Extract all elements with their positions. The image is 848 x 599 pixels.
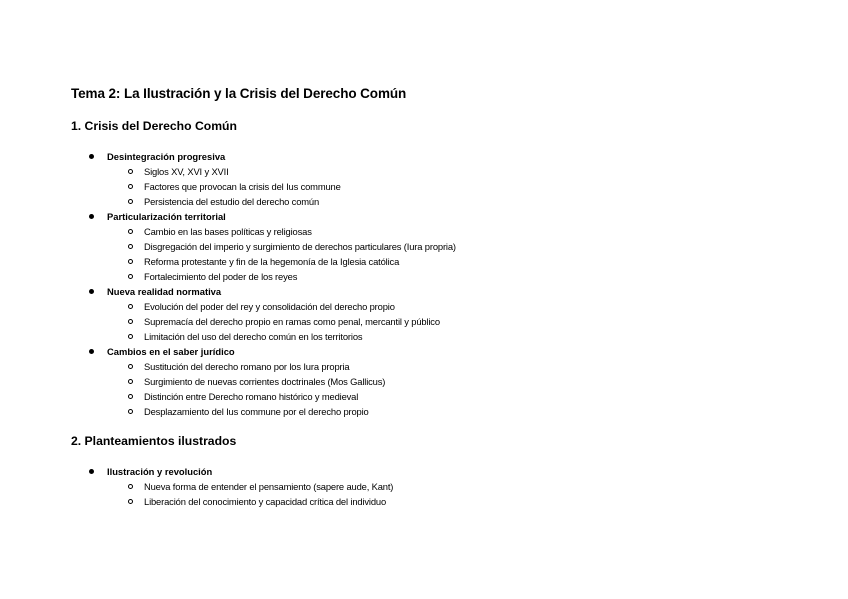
bullet-label: Nueva realidad normativa (107, 286, 222, 297)
bullet-label: Particularización territorial (107, 211, 226, 222)
circle-bullet-icon (128, 304, 133, 309)
circle-bullet-icon (128, 334, 133, 339)
bullet-label: Ilustración y revolución (107, 466, 213, 477)
circle-bullet-icon (128, 184, 133, 189)
circle-bullet-icon (128, 379, 133, 384)
circle-bullet-icon (128, 274, 133, 279)
document-page: Tema 2: La Ilustración y la Crisis del Derecho Común 1. Crisis del Derecho Común Desintegración progresiva Siglos XV, XVI y XVII Factores que provocan la crisis del Ius commune Persistencia del estudio del derecho común Particularización territorial Cambio en las bases políticas y religiosas Disgregación del imperio y surgimiento de derechos particulares (Iura propria) Reforma protestante y fin de la hegemonía de la Iglesia católica Fortalecimiento del poder de los reyes Nueva realidad normativa Evolución del poder del rey y consolidación del derecho propio Supremacía del derecho propio en ramas como penal, mercantil y público Limitación del uso del derecho común en los territorios Cambios en el saber jurídico Sustitución del derecho romano por los Iura propria Surgimiento de nuevas corrientes doctrinales (Mos Gallicus) Distinción entre Derecho romano histórico y medieval Desplazamiento del Ius commune por el derecho propio 2. Planteamientos ilustrados Ilustración y revolución Nueva forma de entender el pensamiento (sapere aude, Kant) Liberación del conocimiento y capacidad crítica del individuo (71, 86, 456, 507)
circle-bullet-icon (128, 364, 133, 369)
circle-bullet-icon (128, 244, 133, 249)
circle-bullet-icon (128, 394, 133, 399)
bullet-dot-icon (89, 289, 94, 294)
document-title: Tema 2: La Ilustración y la Crisis del Derecho Común (71, 86, 407, 101)
circle-bullet-icon (128, 169, 133, 174)
bullet-dot-icon (89, 214, 94, 219)
circle-bullet-icon (128, 484, 133, 489)
circle-bullet-icon (128, 259, 133, 264)
circle-bullet-icon (128, 229, 133, 234)
circle-bullet-icon (128, 319, 133, 324)
bullet-dot-icon (89, 349, 94, 354)
circle-bullet-icon (128, 199, 133, 204)
bullet-dot-icon (89, 154, 94, 159)
circle-bullet-icon (128, 409, 133, 414)
bullet-label: Cambios en el saber jurídico (107, 346, 235, 357)
section-title-crisis: 1. Crisis del Derecho Común (71, 119, 237, 133)
bullet-label: Desintegración progresiva (107, 151, 226, 162)
section-title-planteamientos: 2. Planteamientos ilustrados (71, 434, 237, 448)
bullet-dot-icon (89, 469, 94, 474)
circle-bullet-icon (128, 499, 133, 504)
